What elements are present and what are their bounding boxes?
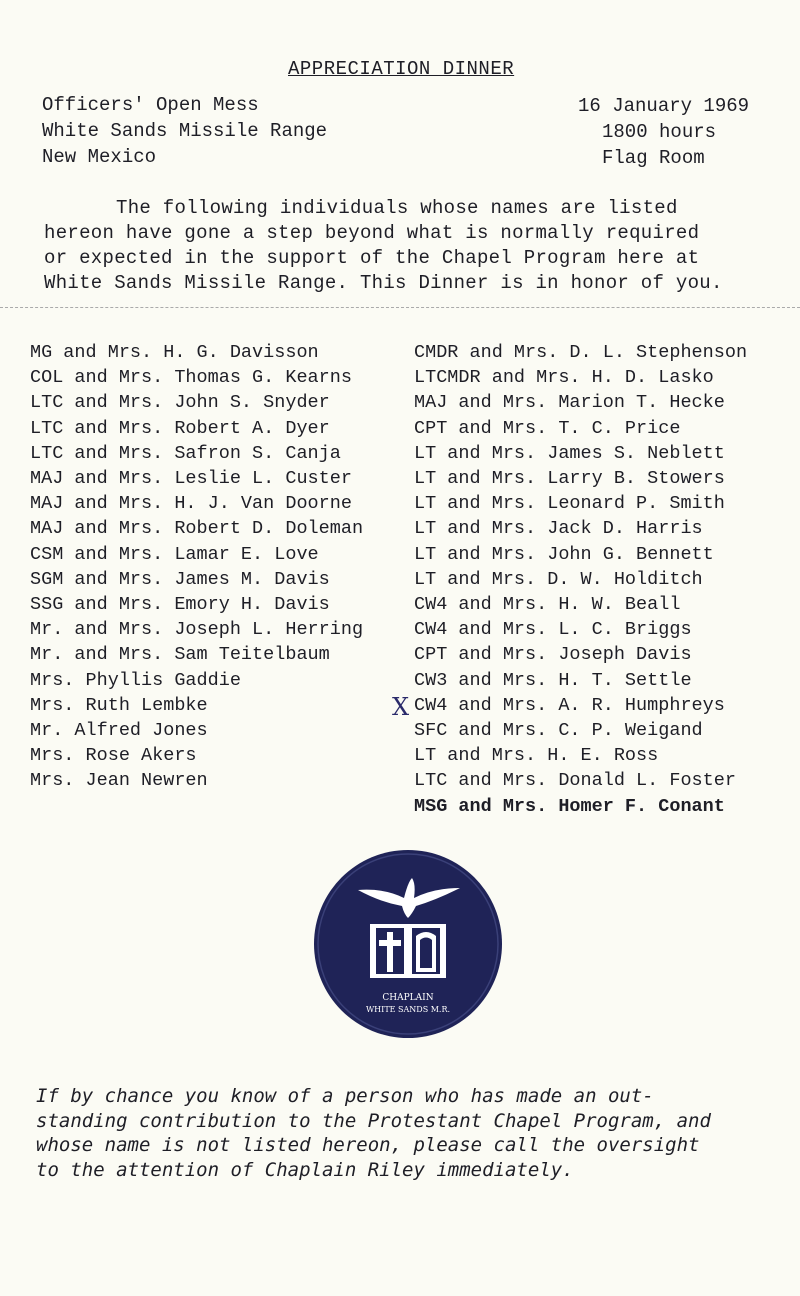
intro-paragraph	[44, 196, 784, 296]
intro-line: The following individuals whose names are listed	[116, 197, 678, 219]
honoree-entry: MSG and Mrs. Homer F. Conant	[414, 795, 725, 817]
honoree-entry: MAJ and Mrs. Leslie L. Custer	[30, 468, 352, 490]
handwritten-check-mark: X	[392, 693, 410, 721]
honoree-entry: Mrs. Jean Newren	[30, 770, 208, 792]
honoree-entry: LT and Mrs. D. W. Holditch	[414, 568, 703, 590]
honoree-entry: SFC and Mrs. C. P. Weigand	[414, 720, 703, 742]
honoree-entry: Mrs. Rose Akers	[30, 745, 197, 767]
honoree-entry: MAJ and Mrs. Robert D. Doleman	[30, 518, 364, 540]
honoree-entry: CW4 and Mrs. A. R. Humphreys	[414, 694, 725, 716]
footer-note	[36, 1084, 786, 1182]
honoree-entry: LTC and Mrs. Safron S. Canja	[30, 442, 341, 464]
honoree-entry: CMDR and Mrs. D. L. Stephenson	[414, 342, 748, 363]
honorees-left-column	[30, 340, 363, 794]
event-date: 16 January 1969	[578, 95, 750, 117]
honoree-entry: LT and Mrs. John G. Bennett	[414, 543, 714, 565]
page-title: APPRECIATION DINNER	[288, 58, 515, 80]
honoree-entry: CPT and Mrs. T. C. Price	[414, 417, 681, 439]
honoree-entry: MAJ and Mrs. Marion T. Hecke	[414, 392, 725, 414]
honoree-entry: CW4 and Mrs. L. C. Briggs	[414, 619, 692, 641]
intro-line: or expected in the support of the Chapel Program here at	[44, 247, 700, 269]
honoree-entry: Mrs. Ruth Lembke	[30, 694, 208, 716]
honoree-entry: LT and Mrs. James S. Neblett	[414, 442, 725, 464]
honoree-entry: SGM and Mrs. James M. Davis	[30, 568, 330, 590]
venue-site: White Sands Missile Range	[42, 120, 328, 142]
event-time: 1800 hours	[602, 121, 717, 143]
footer-line: If by chance you know of a person who has made an out-	[36, 1085, 654, 1107]
honoree-entry: CW3 and Mrs. H. T. Settle	[414, 669, 692, 691]
venue-name: Officers' Open Mess	[42, 94, 259, 116]
honoree-entry: SSG and Mrs. Emory H. Davis	[30, 594, 330, 616]
honoree-entry: Mrs. Phyllis Gaddie	[30, 669, 241, 691]
honoree-entry: CSM and Mrs. Lamar E. Love	[30, 543, 319, 565]
intro-line: hereon have gone a step beyond what is normally required	[44, 222, 700, 244]
honoree-entry: LTCMDR and Mrs. H. D. Lasko	[414, 367, 714, 389]
honoree-entry: CW4 and Mrs. H. W. Beall	[414, 594, 681, 616]
chaplain-seal-logo	[312, 848, 504, 1040]
footer-line: standing contribution to the Protestant Chapel Program, and	[36, 1109, 711, 1132]
venue-state: New Mexico	[42, 146, 157, 168]
honoree-entry: LTC and Mrs. Robert A. Dyer	[30, 417, 330, 439]
footer-line: to the attention of Chaplain Riley immediately.	[36, 1158, 574, 1181]
event-room: Flag Room	[602, 147, 705, 169]
honoree-entry: CPT and Mrs. Joseph Davis	[414, 644, 692, 666]
honorees-right-column	[414, 340, 747, 819]
honoree-entry: MAJ and Mrs. H. J. Van Doorne	[30, 493, 352, 515]
honoree-entry: LT and Mrs. Leonard P. Smith	[414, 493, 725, 515]
honoree-entry: Mr. and Mrs. Sam Teitelbaum	[30, 644, 330, 666]
honoree-entry: LT and Mrs. H. E. Ross	[414, 745, 659, 767]
event-details	[578, 93, 749, 171]
honoree-entry: Mr. and Mrs. Joseph L. Herring	[30, 619, 364, 641]
honoree-entry: COL and Mrs. Thomas G. Kearns	[30, 367, 352, 389]
seal-text-top: CHAPLAIN	[382, 993, 434, 1003]
fold-divider	[0, 307, 800, 308]
footer-line: whose name is not listed hereon, please call the oversight	[36, 1134, 700, 1156]
honoree-entry: LTC and Mrs. Donald L. Foster	[414, 770, 736, 792]
honoree-entry: MG and Mrs. H. G. Davisson	[30, 342, 319, 363]
honoree-entry: LTC and Mrs. John S. Snyder	[30, 392, 330, 414]
intro-line: White Sands Missile Range. This Dinner is in honor of you.	[44, 272, 723, 294]
seal-text-bottom: WHITE SANDS M.R.	[365, 1005, 451, 1014]
honoree-entry: LT and Mrs. Jack D. Harris	[414, 518, 703, 540]
honoree-entry: Mr. Alfred Jones	[30, 720, 208, 742]
venue-block	[42, 92, 327, 170]
honoree-entry: LT and Mrs. Larry B. Stowers	[414, 468, 725, 490]
